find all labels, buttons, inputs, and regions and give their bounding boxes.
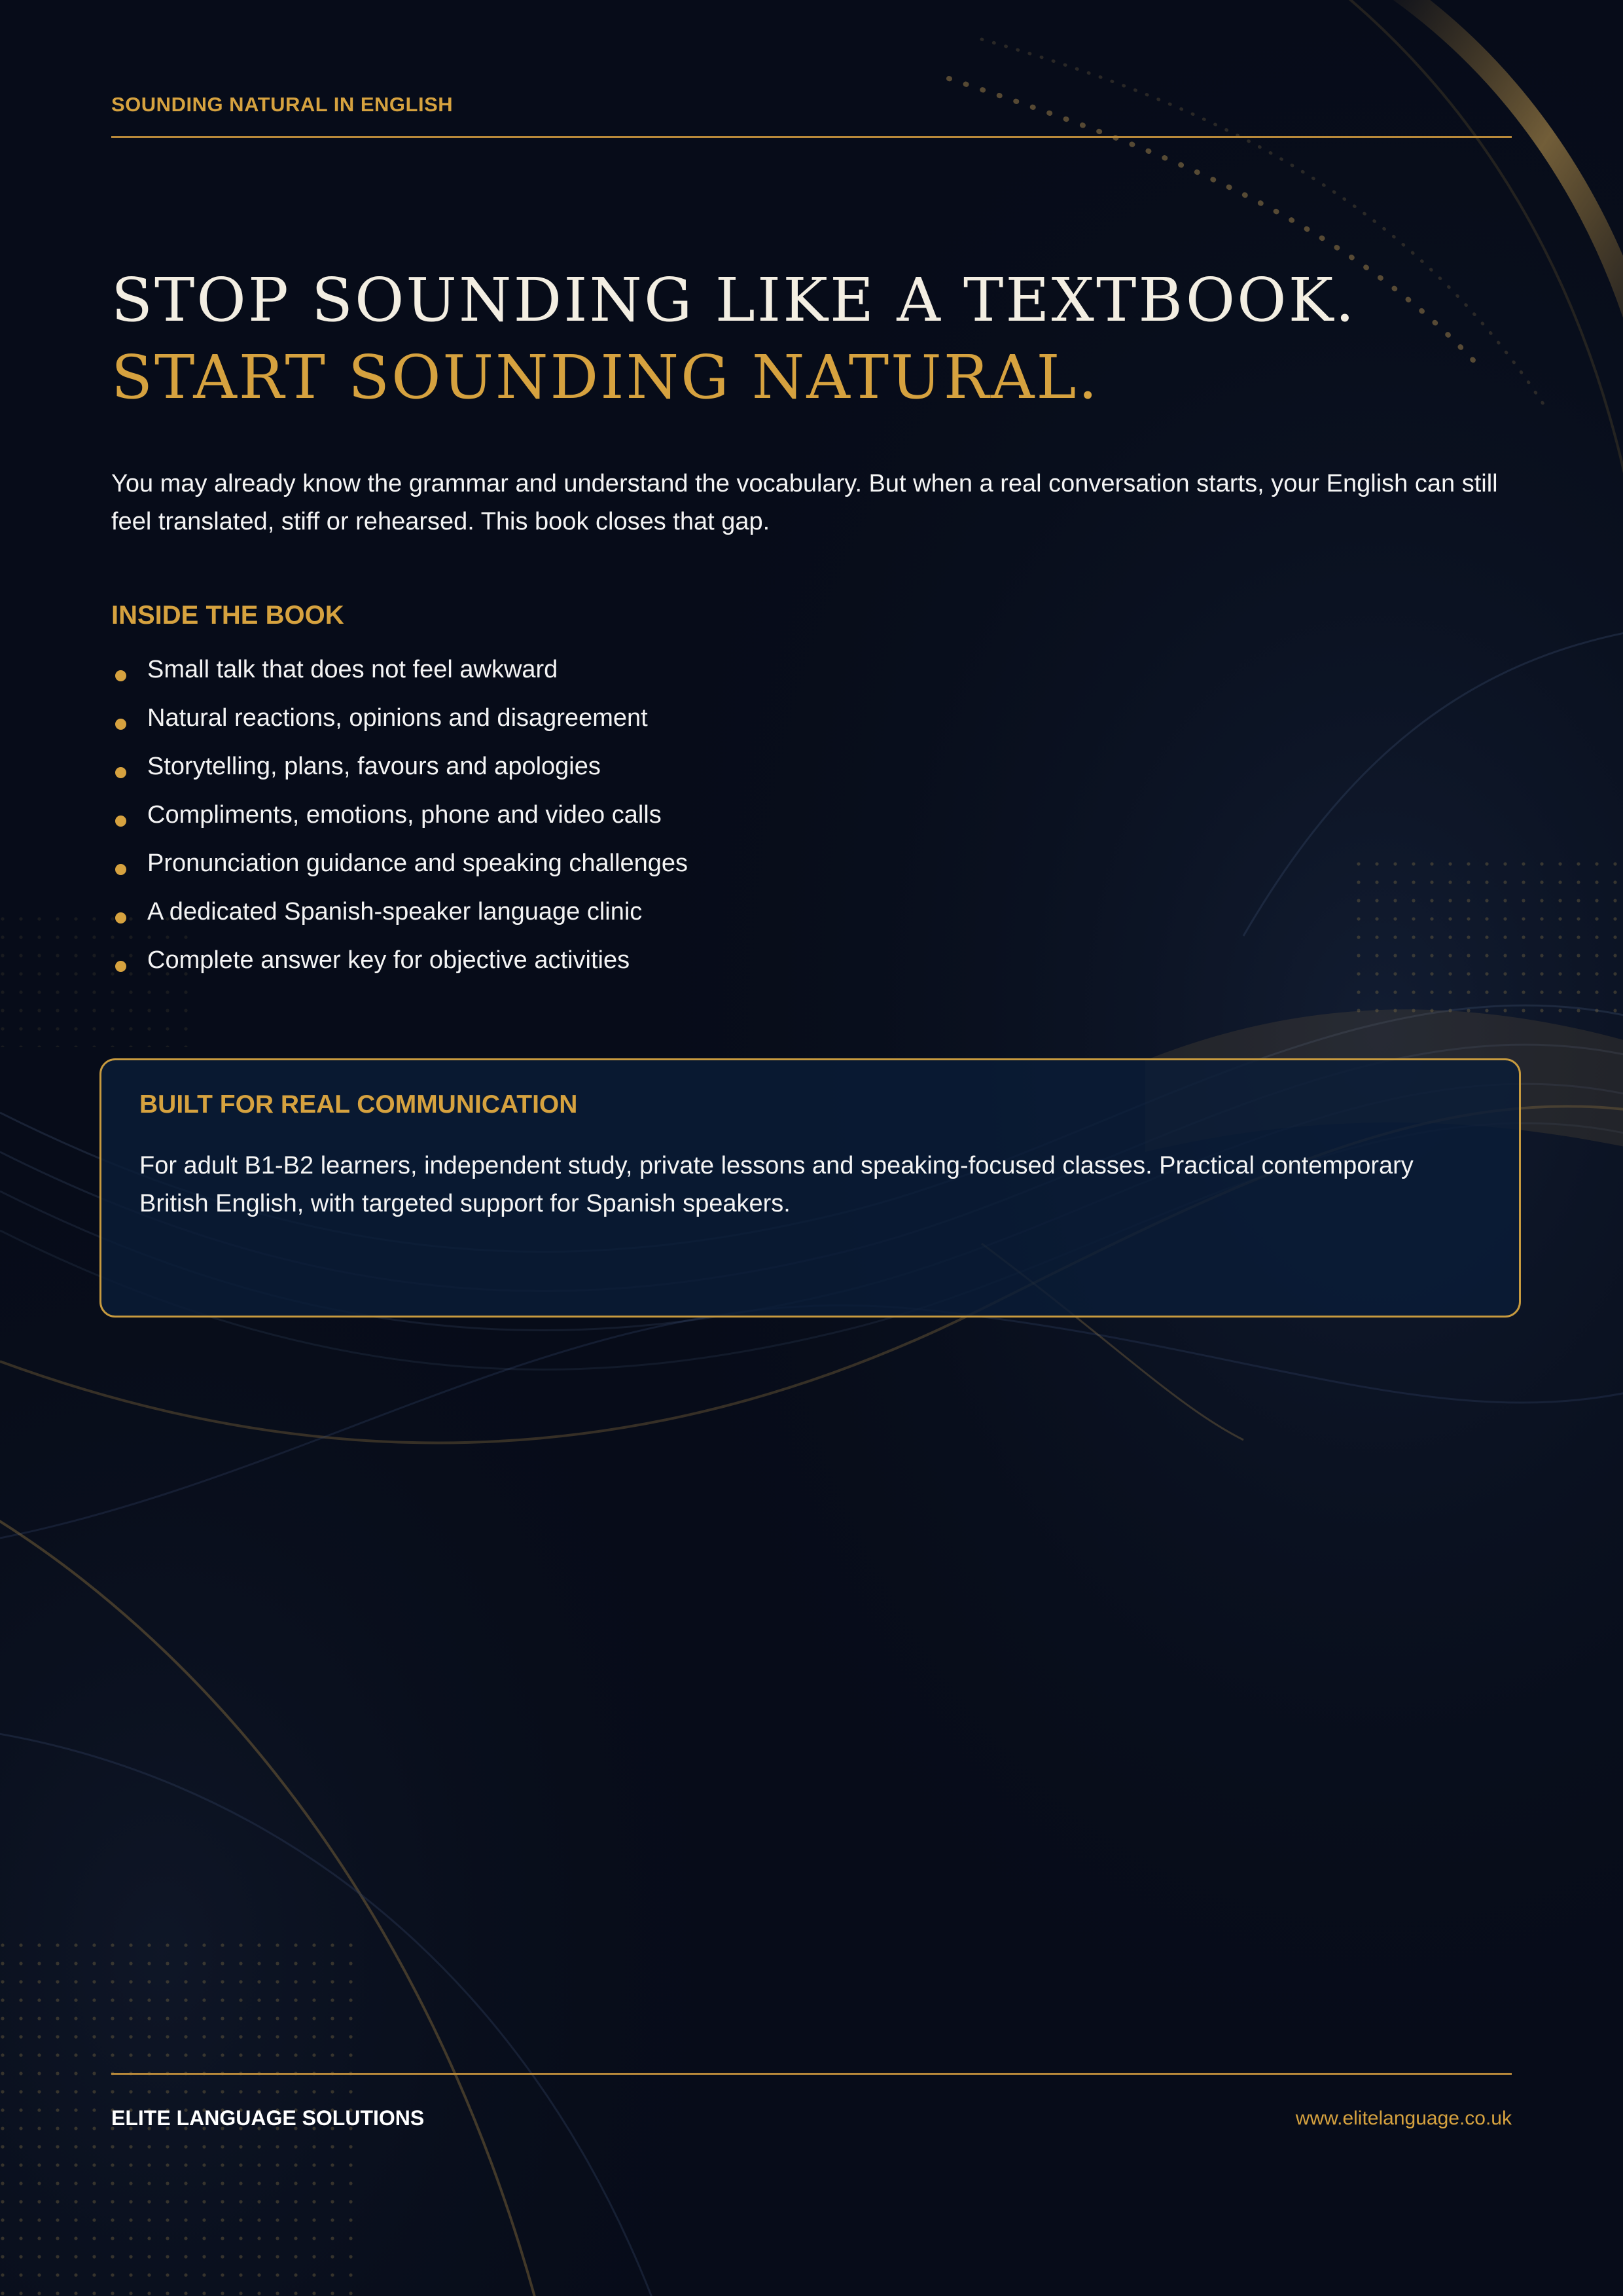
list-item-text: Small talk that does not feel awkward [147, 656, 558, 683]
list-item [111, 793, 688, 842]
callout-body: For adult B1-B2 learners, independent study, private lessons and speaking-focused classes. Practical contemporary British English, with targeted support for Spanish speakers. [139, 1152, 1414, 1217]
list-item [111, 648, 688, 696]
bullet-icon [115, 912, 126, 924]
communication-callout-box [99, 1058, 1521, 1318]
list-item-text: Complete answer key for objective activities [147, 946, 630, 974]
intro-paragraph: You may already know the grammar and understand the vocabulary. But when a real conversation starts, your English can still feel translated, stiff or rehearsed. This book closes that gap. [111, 470, 1498, 535]
footer-website-link[interactable]: www.elitelanguage.co.uk [1295, 2108, 1512, 2129]
inside-book-list [111, 648, 688, 987]
bullet-icon [115, 864, 126, 875]
bullet-icon [115, 961, 126, 972]
list-item [111, 696, 688, 745]
list-item [111, 842, 688, 890]
bullet-icon [115, 816, 126, 827]
callout-title: BUILT FOR REAL COMMUNICATION [139, 1090, 578, 1119]
bullet-icon [115, 767, 126, 778]
list-item [111, 745, 688, 793]
bullet-icon [115, 719, 126, 730]
footer-divider [111, 2073, 1512, 2075]
headline [111, 262, 1357, 416]
bullet-icon [115, 670, 126, 681]
footer-brand: ELITE LANGUAGE SOLUTIONS [111, 2106, 425, 2130]
list-item [111, 890, 688, 939]
list-item-text: A dedicated Spanish-speaker language clinic [147, 898, 643, 925]
inside-book-heading: INSIDE THE BOOK [111, 601, 344, 630]
list-item-text: Compliments, emotions, phone and video calls [147, 801, 662, 829]
eyebrow-label: SOUNDING NATURAL IN ENGLISH [111, 93, 454, 116]
headline-line-2: START SOUNDING NATURAL. [111, 342, 1099, 412]
list-item-text: Pronunciation guidance and speaking challenges [147, 850, 688, 877]
list-item-text: Storytelling, plans, favours and apologies [147, 753, 601, 780]
list-item [111, 939, 688, 987]
list-item-text: Natural reactions, opinions and disagreement [147, 704, 648, 732]
headline-line-1: STOP SOUNDING LIKE A TEXTBOOK. [111, 265, 1357, 335]
header-divider [111, 136, 1512, 138]
